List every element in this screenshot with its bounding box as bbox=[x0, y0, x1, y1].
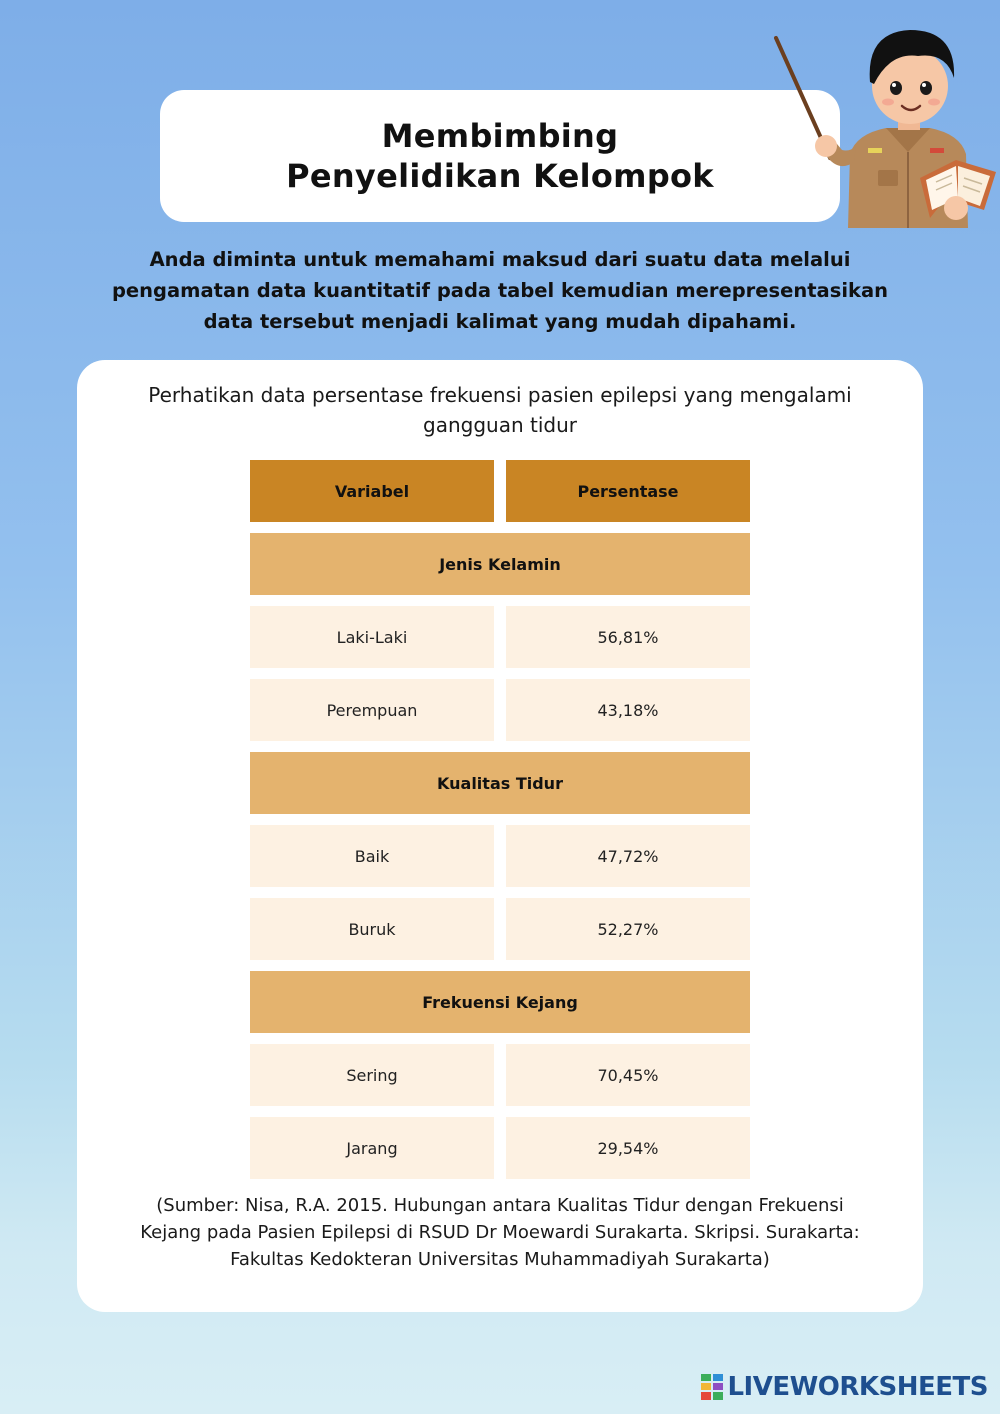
group-row bbox=[250, 752, 750, 814]
brand-footer[interactable] bbox=[701, 1372, 988, 1402]
row-value: 70,45% bbox=[506, 1044, 750, 1106]
table-row bbox=[250, 1044, 750, 1106]
table-row bbox=[250, 1117, 750, 1179]
group-row bbox=[250, 971, 750, 1033]
row-value: 29,54% bbox=[506, 1117, 750, 1179]
liveworksheets-logo-icon bbox=[701, 1374, 723, 1400]
card-heading: Perhatikan data persentase frekuensi pasien epilepsi yang mengalami gangguan tidur bbox=[148, 383, 852, 437]
table-row bbox=[250, 679, 750, 741]
table-row bbox=[250, 606, 750, 668]
row-value: 47,72% bbox=[506, 825, 750, 887]
group-jenis-kelamin: Jenis Kelamin bbox=[250, 533, 750, 595]
page-title-line-1: Membimbing bbox=[381, 117, 619, 155]
source-citation: (Sumber: Nisa, R.A. 2015. Hubungan antara Kualitas Tidur dengan Frekuensi Kejang pada Pasien Epilepsi di RSUD Dr Moewardi Surakarta. Skripsi. Surakarta: Fakultas Kedokteran Universitas Muhammadiyah Surakarta) bbox=[140, 1195, 860, 1270]
table-header-row bbox=[250, 460, 750, 522]
table-row bbox=[250, 825, 750, 887]
row-label: Jarang bbox=[250, 1117, 494, 1179]
group-row bbox=[250, 533, 750, 595]
row-label: Buruk bbox=[250, 898, 494, 960]
row-label: Perempuan bbox=[250, 679, 494, 741]
intro-instruction: Anda diminta untuk memahami maksud dari suatu data melalui pengamatan data kuantitatif pada tabel kemudian merepresentasikan data tersebut menjadi kalimat yang mudah dipahami. bbox=[111, 248, 889, 333]
content-card bbox=[77, 360, 923, 1312]
brand-name: LIVEWORKSHEETS bbox=[727, 1372, 988, 1402]
row-label: Baik bbox=[250, 825, 494, 887]
group-frekuensi-kejang: Frekuensi Kejang bbox=[250, 971, 750, 1033]
row-value: 52,27% bbox=[506, 898, 750, 960]
title-card bbox=[160, 90, 840, 222]
table-row bbox=[250, 898, 750, 960]
data-table bbox=[250, 460, 750, 1190]
teacher-illustration-icon bbox=[770, 22, 1000, 228]
row-label: Laki-Laki bbox=[250, 606, 494, 668]
header-persentase: Persentase bbox=[506, 460, 750, 522]
row-value: 43,18% bbox=[506, 679, 750, 741]
group-kualitas-tidur: Kualitas Tidur bbox=[250, 752, 750, 814]
header-variabel: Variabel bbox=[250, 460, 494, 522]
page-title-line-2: Penyelidikan Kelompok bbox=[286, 157, 714, 195]
row-label: Sering bbox=[250, 1044, 494, 1106]
row-value: 56,81% bbox=[506, 606, 750, 668]
